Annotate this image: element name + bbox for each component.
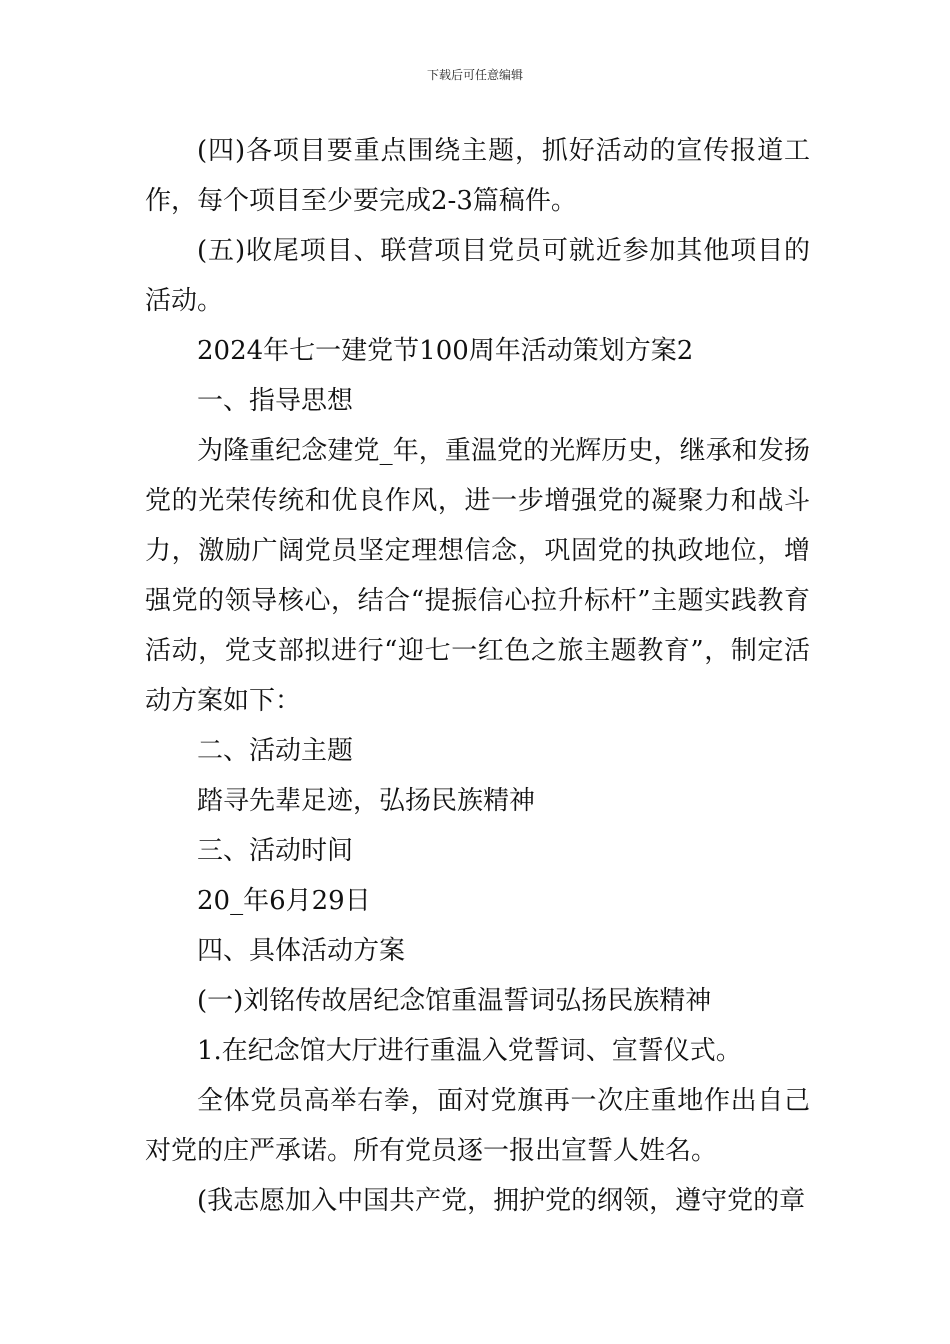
paragraph: (我志愿加入中国共产党，拥护党的纲领，遵守党的章 bbox=[197, 1186, 806, 1216]
heading: 四、具体活动方案 bbox=[197, 936, 406, 966]
paragraph: (五)收尾项目、联营项目党员可就近参加其他项目的活动。 bbox=[145, 236, 810, 316]
paragraph: 踏寻先辈足迹，弘扬民族精神 bbox=[197, 786, 536, 816]
paragraph: 全体党员高举右拳，面对党旗再一次庄重地作出自己对党的庄严承诺。所有党员逐一报出宣誓人姓名。 bbox=[145, 1086, 810, 1166]
paragraph: 为隆重纪念建党_年，重温党的光辉历史，继承和发扬党的光荣传统和优良作风，进一步增强党的凝聚力和战斗力，激励广阔党员坚定理想信念，巩固党的执政地位，增强党的领导核心，结合“提振信心拉升标杆”主题实践教育活动，党支部拟进行“迎七一红色之旅主题教育”，制定活动方案如下： bbox=[145, 436, 810, 716]
page-header: 下载后可任意编辑 bbox=[426, 68, 523, 82]
heading: 一、指导思想 bbox=[197, 386, 354, 416]
heading: 三、活动时间 bbox=[197, 836, 354, 866]
section-title: 2024年七一建党节100周年活动策划方案2 bbox=[197, 336, 694, 366]
heading: 二、活动主题 bbox=[197, 736, 354, 766]
paragraph: (四)各项目要重点围绕主题，抓好活动的宣传报道工作，每个项目至少要完成2-3篇稿件。 bbox=[145, 136, 810, 216]
paragraph: 1.在纪念馆大厅进行重温入党誓词、宣誓仪式。 bbox=[197, 1036, 742, 1066]
document-body bbox=[145, 126, 810, 1226]
paragraph: 20_年6月29日 bbox=[197, 886, 371, 916]
subheading: (一)刘铭传故居纪念馆重温誓词弘扬民族精神 bbox=[197, 986, 712, 1016]
